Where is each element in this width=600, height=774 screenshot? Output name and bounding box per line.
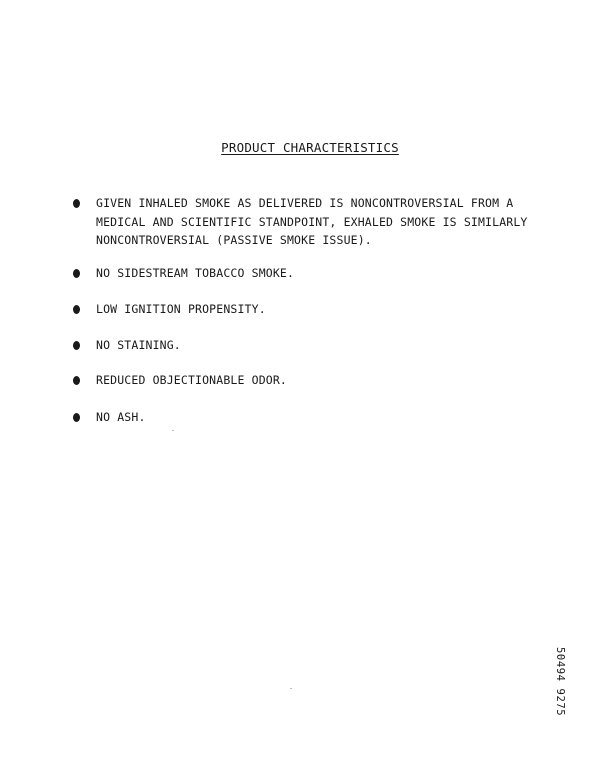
- list-item-text: GIVEN INHALED SMOKE AS DELIVERED IS NONCONTROVERSIAL FROM A MEDICAL AND SCIENTIFIC STANDPOINT, EXHALED SMOKE IS SIMILARLY NONCONTROVERSIAL (PASSIVE SMOKE ISSUE).: [96, 196, 528, 247]
- page-title: [0, 140, 600, 155]
- list-item-text: LOW IGNITION PROPENSITY.: [96, 302, 266, 316]
- document-id-text: 50494 9275: [554, 647, 566, 717]
- page-title-text: PRODUCT CHARACTERISTICS: [221, 140, 399, 155]
- list-item-text: REDUCED OBJECTIONABLE ODOR.: [96, 373, 287, 387]
- document-id-stamp: [553, 648, 567, 718]
- scan-speck: [172, 430, 174, 431]
- bullet-icon: [73, 341, 80, 350]
- bullet-icon: [73, 199, 80, 208]
- bullet-icon: [73, 413, 80, 422]
- bullet-icon: [73, 376, 80, 385]
- bullet-icon: [73, 269, 80, 278]
- scan-speck: [290, 688, 292, 689]
- list-item-text: NO SIDESTREAM TOBACCO SMOKE.: [96, 266, 295, 280]
- list-item-text: NO ASH.: [96, 410, 146, 424]
- bullet-icon: [73, 305, 80, 314]
- list-item-text: NO STAINING.: [96, 338, 181, 352]
